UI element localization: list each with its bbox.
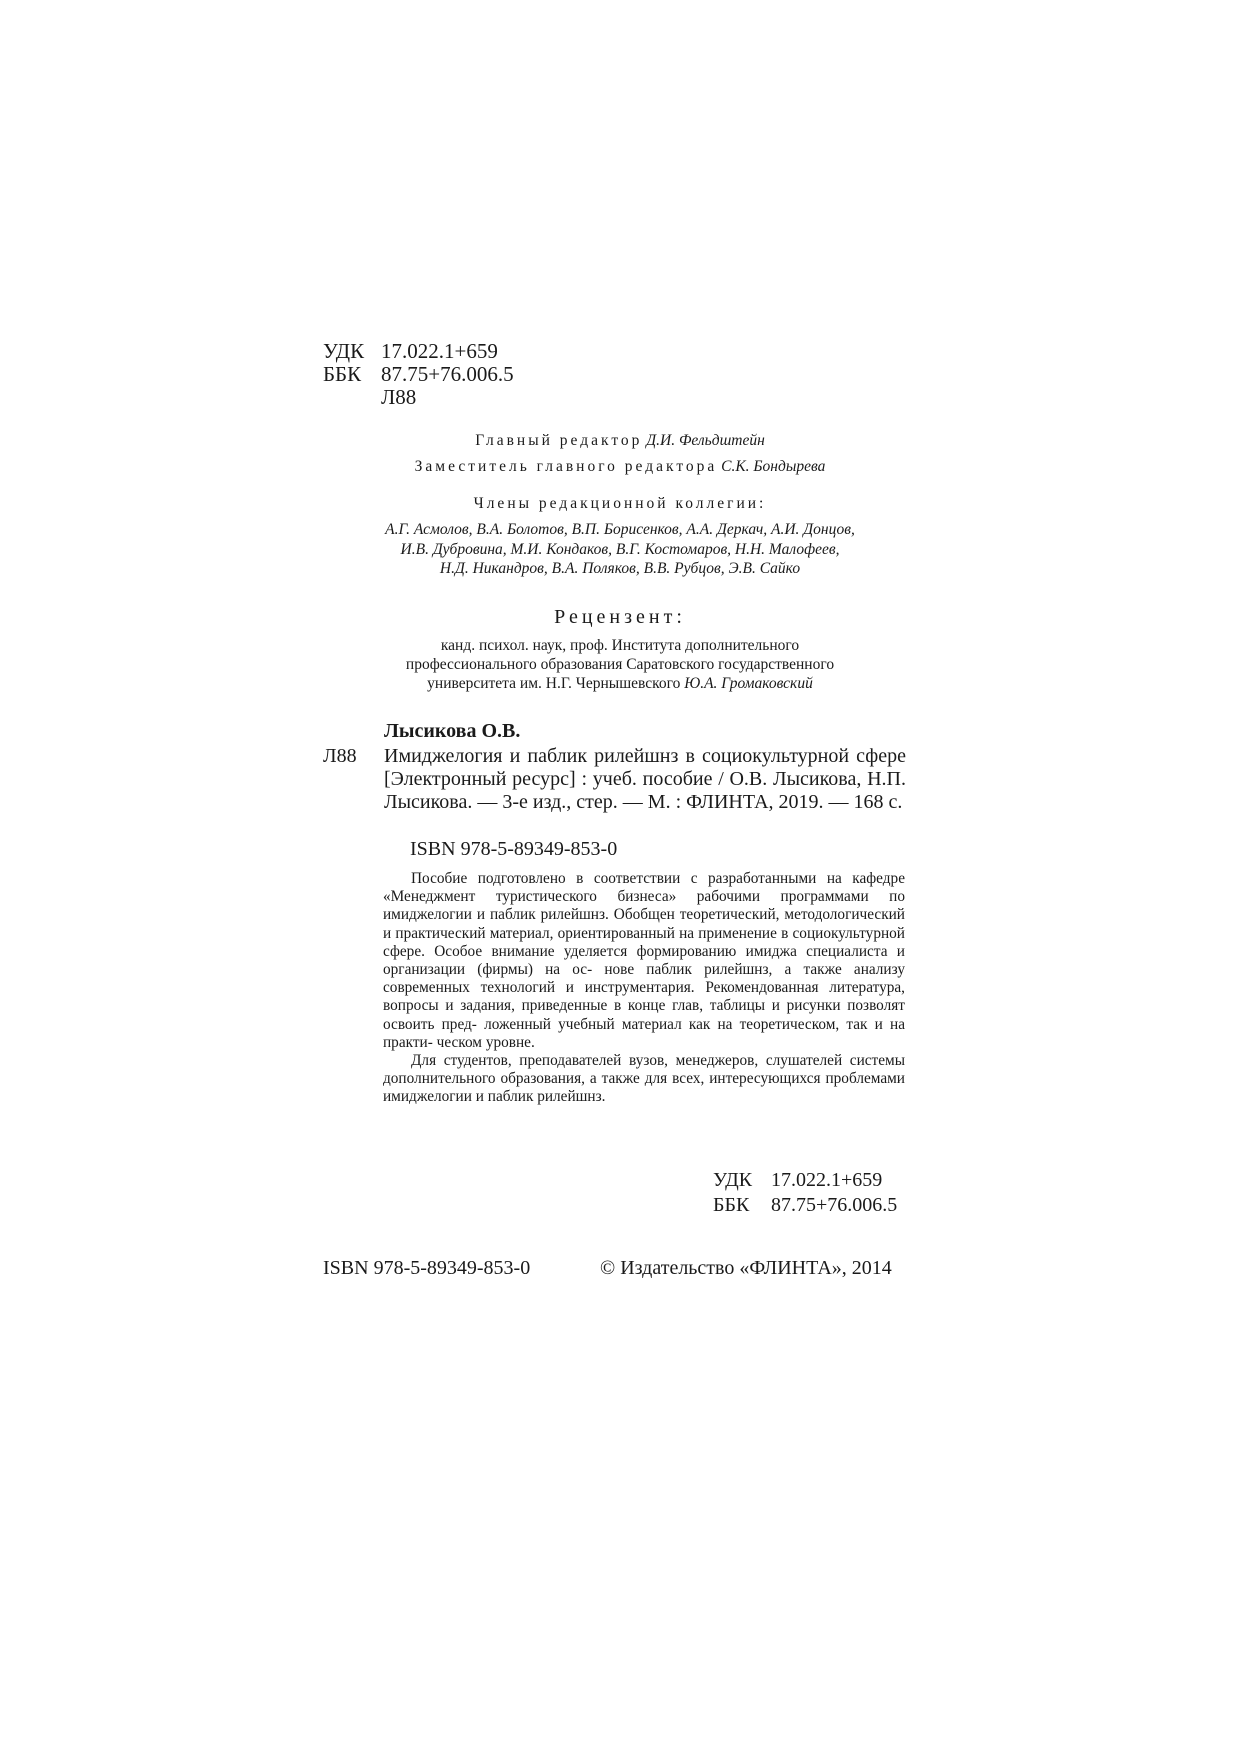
bottom-classification-codes: [713, 1168, 897, 1218]
record-mark: Л88: [323, 745, 357, 767]
annotation: [383, 870, 905, 1107]
chief-editor-label: Главный редактор: [475, 432, 643, 449]
members-heading: Члены редакционной коллегии:: [473, 495, 767, 512]
udk-label: УДК: [713, 1169, 753, 1191]
annotation-paragraph: Пособие подготовлено в соответствии с разработанными на кафедре «Менеджмент туристического бизнеса» рабочими программами по имиджелогии и паблик рилейшнз. Обобщен теоретический, методологический и практический материал, ориентированный на применение в социокультурной сфере. Особое внимание уделяется формированию имиджа специалиста и организации (фирмы) на ос- нове паблик рилейшнз, а также анализу современных технологий и инструментария. Рекомендованная литература, вопросы и задания, приведенные в конце глав, таблицы и рисунки позволят освоить пред- ложенный учебный материал как на теоретическом, так и на практи- ческом уровне.: [383, 870, 905, 1051]
members-line: Н.Д. Никандров, В.А. Поляков, В.В. Рубцов, Э.В. Сайко: [439, 560, 801, 577]
reviewer-line-last: [320, 674, 920, 693]
bbk-label: ББК: [323, 362, 362, 386]
members-line: А.Г. Асмолов, В.А. Болотов, В.П. Борисенков, А.А. Деркач, А.И. Донцов,: [385, 521, 855, 538]
author-mark: Л88: [381, 385, 417, 409]
record-author: Лысикова О.В.: [384, 720, 521, 742]
footer-isbn: ISBN 978-5-89349-853-0: [323, 1257, 531, 1279]
bbk-label: ББК: [713, 1194, 750, 1216]
bbk-value: 87.75+76.006.5: [381, 362, 514, 386]
members-line: И.В. Дубровина, М.И. Кондаков, В.Г. Костомаров, Н.Н. Малофеев,: [400, 540, 840, 558]
deputy-editor-name: С.К. Бондырева: [721, 458, 826, 475]
members-list: [320, 520, 920, 579]
bbk-value: 87.75+76.006.5: [771, 1194, 898, 1216]
reviewer-text: [320, 636, 920, 693]
udk-label: УДК: [323, 339, 365, 363]
footer-copyright: © Издательство «ФЛИНТА», 2014: [600, 1257, 892, 1279]
deputy-editor-label: Заместитель главного редактора: [414, 458, 718, 475]
reviewer-line: профессионального образования Саратовского государственного: [405, 656, 835, 673]
author-mark-row: [323, 386, 514, 409]
top-classification-codes: [323, 340, 514, 409]
chief-editor-line: [320, 432, 920, 450]
reviewer-affiliation: университета им. Н.Г. Чернышевского: [427, 675, 681, 692]
reviewer-line: канд. психол. наук, проф. Института дополнительного: [440, 637, 800, 654]
annotation-paragraph: Для студентов, преподавателей вузов, менеджеров, слушателей системы дополнительного образования, а также для всех, интересующихся проблемами имиджелогии и паблик рилейшнз.: [383, 1052, 905, 1106]
udk-row: [713, 1168, 897, 1193]
bbk-row: [713, 1193, 897, 1218]
udk-value: 17.022.1+659: [381, 339, 498, 363]
udk-value: 17.022.1+659: [771, 1169, 883, 1191]
reviewer-heading: Рецензент:: [554, 606, 686, 628]
reviewer-name: Ю.А. Громаковский: [684, 675, 813, 692]
record-isbn: ISBN 978-5-89349-853-0: [410, 838, 618, 860]
deputy-editor-line: [320, 458, 920, 476]
record-description: Имиджелогия и паблик рилейшнз в социокультурной сфере [Электронный ресурс] : учеб. пособие / О.В. Лысикова, Н.П. Лысикова. — 3-е изд., стер. — М. : ФЛИНТА, 2019. — 168 с.: [384, 745, 906, 813]
chief-editor-name: Д.И. Фельдштейн: [646, 432, 765, 449]
udk-row: [323, 340, 514, 363]
bbk-row: [323, 363, 514, 386]
